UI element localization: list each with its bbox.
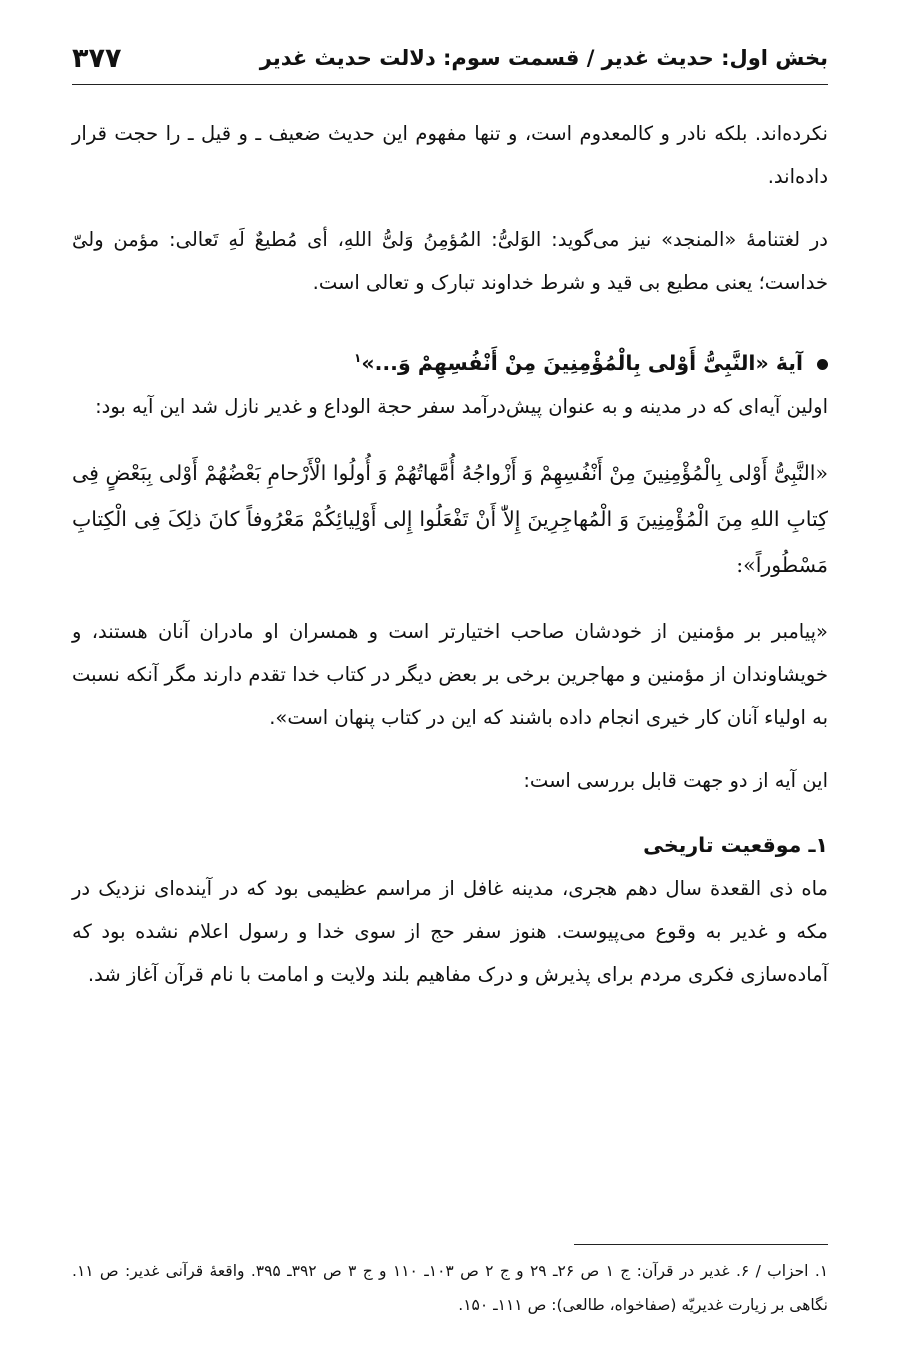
paragraph-history: ماه ذی القعدة سال دهم هجری، مدینه غافل از مراسم عظیمی بود که در آینده‌ای نزدیک در مکه و غدیر به وقوع می‌پیوست. هنوز سفر حج از سوی خدا و رسول اعلام نشده بود که آماده‌سازی فکری مردم برای پذیرش و درک مفاهیم بلند ولایت و امامت با نام قرآن آغاز شد. (72, 877, 828, 986)
footnote-ref: ۱ (354, 351, 362, 366)
footnote-rule (574, 1244, 828, 1245)
verse-heading-text: آیۀ «النَّبِیُّ أَوْلی بِالْمُؤْمِنِینَ مِنْ أَنْفُسِهِمْ وَ...» (361, 351, 803, 375)
body-text (72, 112, 828, 996)
footnotes (72, 1254, 828, 1322)
paragraph-continuation: نکرده‌اند. بلکه نادر و کالمعدوم است، و تنها مفهوم این حدیث ضعیف ـ و قیل ـ را حجت قرار داده‌اند. (72, 122, 828, 188)
section-title: ۱ـ موقعیت تاریخی (643, 833, 828, 857)
page-number: ۳۷۷ (72, 42, 122, 74)
footnote-1: ۱. احزاب / ۶. غدیر در قرآن: ج ۱ ص ۲۶ـ ۲۹ و ج ۲ ص ۱۰۳ـ ۱۱۰ و ج ۳ ص ۳۹۲ـ ۳۹۵. واقعۀ قرآنی غدیر: ص ۱۱. نگاهی بر زیارت غدیریّه (صفاخواه، طالعی): ص ۱۱۱ـ ۱۵۰. (72, 1262, 829, 1314)
verse-translation: «پیامبر بر مؤمنین از خودشان صاحب اختیارتر است و همسران او مادران آنان هستند، و خویشاوندان از مؤمنین و مهاجرین برخی بر بعض دیگر در کتاب خدا تقدم دارند مگر آنکه نسبت به اولیاء آنان کار خیری انجام داده باشند که این در کتاب پنهان است». (72, 620, 828, 729)
header-rule (72, 84, 828, 85)
running-head: بخش اول: حدیث غدیر / قسمت سوم: دلالت حدیث غدیر (259, 46, 828, 70)
paragraph-munjid: در لغتنامۀ «المنجد» نیز می‌گوید: الوَلیُّ: المُؤمِنُ وَلیُّ اللهِ، أی مُطیعٌ لَهِ تَعالی: مؤمن ولیّ خداست؛ یعنی مطیع بی قید و شرط خداوند تبارک و تعالی است. (72, 228, 828, 294)
quran-verse: «النَّبِیُّ أَوْلی بِالْمُؤْمِنِینَ مِنْ أَنْفُسِهِمْ وَ أَزْواجُهُ أُمَّهاتُهُمْ وَ أُولُوا الْأَرْحامِ بَعْضُهُمْ أَوْلی بِبَعْضٍ فِی کِتابِ اللهِ مِنَ الْمُؤْمِنِینَ وَ الْمُهاجِرِینَ إِلاّٰ أَنْ تَفْعَلُوا إِلی أَوْلِیائِکُمْ مَعْرُوفاً کانَ ذلِکَ فِی الْکِتابِ مَسْطُوراً»: (72, 461, 828, 577)
bullet-icon (817, 359, 828, 370)
verse-heading (72, 342, 828, 385)
paragraph-two-aspects: این آیه از دو جهت قابل بررسی است: (523, 769, 828, 792)
page-header (72, 36, 828, 80)
paragraph-intro: اولین آیه‌ای که در مدینه و به عنوان پیش‌درآمد سفر حجة الوداع و غدیر نازل شد این آیه بود: (95, 395, 828, 418)
